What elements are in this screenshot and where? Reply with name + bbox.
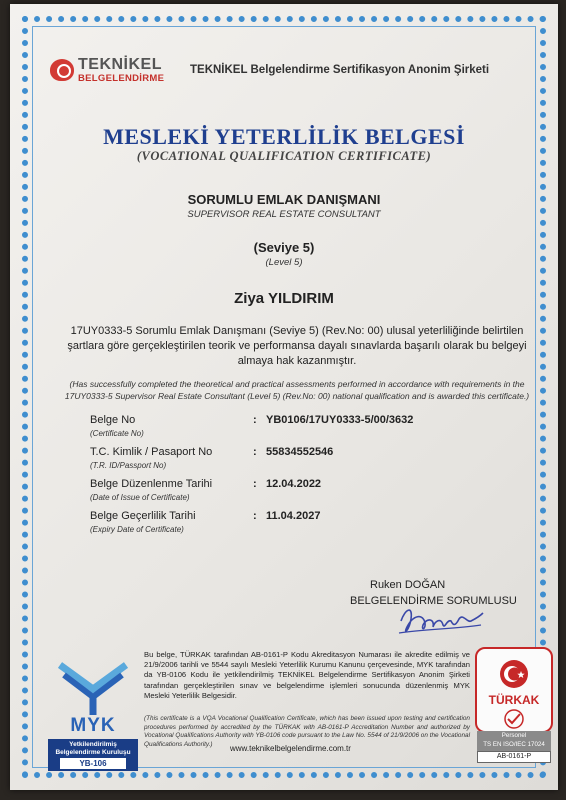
company-name: TEKNİKEL Belgelendirme Sertifikasyon Anonim Şirketi bbox=[190, 64, 490, 76]
turkak-frame bbox=[475, 647, 553, 733]
signatory-title: BELGELENDİRME SORUMLUSU bbox=[350, 595, 517, 607]
myk-text: MYK bbox=[70, 715, 116, 736]
turkak-badge bbox=[475, 647, 555, 767]
field-sublabel-id-no: (T.R. ID/Passport No) bbox=[90, 461, 167, 470]
logo-name: TEKNİKEL bbox=[78, 56, 162, 73]
qualification-name: SORUMLU EMLAK DANIŞMANI bbox=[187, 192, 381, 207]
field-colon: : bbox=[253, 446, 257, 458]
field-label-certificate-no: Belge No bbox=[90, 414, 136, 426]
website-link: www.teknikelbelgelendirme.com.tr bbox=[230, 744, 351, 753]
myk-code: YB-106 bbox=[60, 758, 126, 769]
certificate-sheet bbox=[10, 4, 558, 790]
legal-text-english: (This certificate is a VQA Vocational Qualification Certificate, which has been issued upon testing and certification procedures performed by accredited by the TÜRKAK with AB-0161-P Accreditation Number and authorized by Vocational Qualifications Authority with YB-0106 code pursuant to the Law No. 5544 of 21/9/2006 on the Vocational Qualifications Authority.) bbox=[144, 715, 470, 748]
turkak-standard-box bbox=[477, 731, 551, 751]
field-colon: : bbox=[253, 510, 257, 522]
field-value-certificate-no: YB0106/17UY0333-5/00/3632 bbox=[266, 414, 414, 426]
checkmark-icon bbox=[497, 709, 531, 729]
field-sublabel-issue-date: (Date of Issue of Certificate) bbox=[90, 493, 190, 502]
signatory-name: Ruken DOĞAN bbox=[370, 579, 446, 591]
crescent-star-icon bbox=[499, 659, 529, 689]
field-sublabel-certificate-no: (Certificate No) bbox=[90, 429, 144, 438]
qualification-level-english: (Level 5) bbox=[265, 257, 303, 268]
myk-line-1: Yetkilendirilmiş bbox=[69, 741, 117, 748]
turkak-text: TÜRKAK bbox=[488, 693, 540, 707]
myk-authorization-box bbox=[48, 739, 138, 771]
field-label-id-no: T.C. Kimlik / Pasaport No bbox=[90, 446, 213, 458]
turkak-personel: Personel bbox=[501, 732, 527, 739]
statement-text-english: (Has successfully completed the theoretical and practical assessments performed in accordance with requirements in the 17UY0333-5 Supervisor Real Estate Consultant (Level 5) (Rev.No: 00) national qualification and is awarded this certificate.) bbox=[64, 379, 530, 401]
statement-text: 17UY0333-5 Sorumlu Emlak Danışmanı (Seviye 5) (Rev.No: 00) ulusal yeterliliğinde belirtilen şartlara göre gerçekleştirilen teorik ve performansa dayalı sınavlarda başarılı olarak bu belgeyi almaya hak kazanmıştır. bbox=[67, 325, 527, 367]
turkak-standard: TS EN ISO/IEC 17024 bbox=[483, 741, 545, 748]
field-value-id-no: 55834552546 bbox=[266, 446, 334, 458]
qualification-level: (Seviye 5) bbox=[253, 240, 315, 255]
myk-badge bbox=[48, 659, 138, 771]
turkak-code: AB-0161-P bbox=[477, 751, 551, 763]
field-value-expiry-date: 11.04.2027 bbox=[266, 510, 321, 522]
qualification-name-english: SUPERVISOR REAL ESTATE CONSULTANT bbox=[187, 209, 381, 220]
logo-subtitle: BELGELENDİRME bbox=[78, 73, 165, 84]
certificate-title-english: (VOCATIONAL QUALIFICATION CERTIFICATE) bbox=[136, 149, 432, 163]
field-label-expiry-date: Belge Geçerlilik Tarihi bbox=[90, 510, 196, 522]
legal-text: Bu belge, TÜRKAK tarafından AB-0161-P Kodu Akreditasyon Numarası ile akredite edilmiş ve 21/9/2006 tarihli ve 5544 sayılı Mesleki Yeterlilik Kurumu Kanunu çerçevesinde, MYK tarafından da YB-0106 Kodu ile yetkilendirilmiş TEKNİKEL Belgelendirme Sertifikasyon Anonim Şirketi tarafından gerçekleştirilen sınav ve belgelendirme işlemleri sonucunda düzenlenmiş MYK Mesleki Yeterlilik Belgesidir. bbox=[144, 650, 470, 700]
teknikel-logo-icon bbox=[50, 59, 74, 81]
field-colon: : bbox=[253, 478, 257, 490]
holder-name: Ziya YILDIRIM bbox=[234, 290, 334, 307]
teknikel-logo bbox=[50, 56, 180, 88]
field-label-issue-date: Belge Düzenlenme Tarihi bbox=[90, 478, 213, 490]
myk-line-2: Belgelendirme Kuruluşu bbox=[55, 749, 131, 756]
myk-logo-icon bbox=[56, 659, 130, 717]
field-value-issue-date: 12.04.2022 bbox=[266, 478, 322, 490]
field-colon: : bbox=[253, 414, 257, 426]
certificate-title: MESLEKİ YETERLİLİK BELGESİ bbox=[103, 124, 465, 149]
field-sublabel-expiry-date: (Expiry Date of Certificate) bbox=[90, 525, 184, 534]
signature-image bbox=[395, 599, 485, 644]
